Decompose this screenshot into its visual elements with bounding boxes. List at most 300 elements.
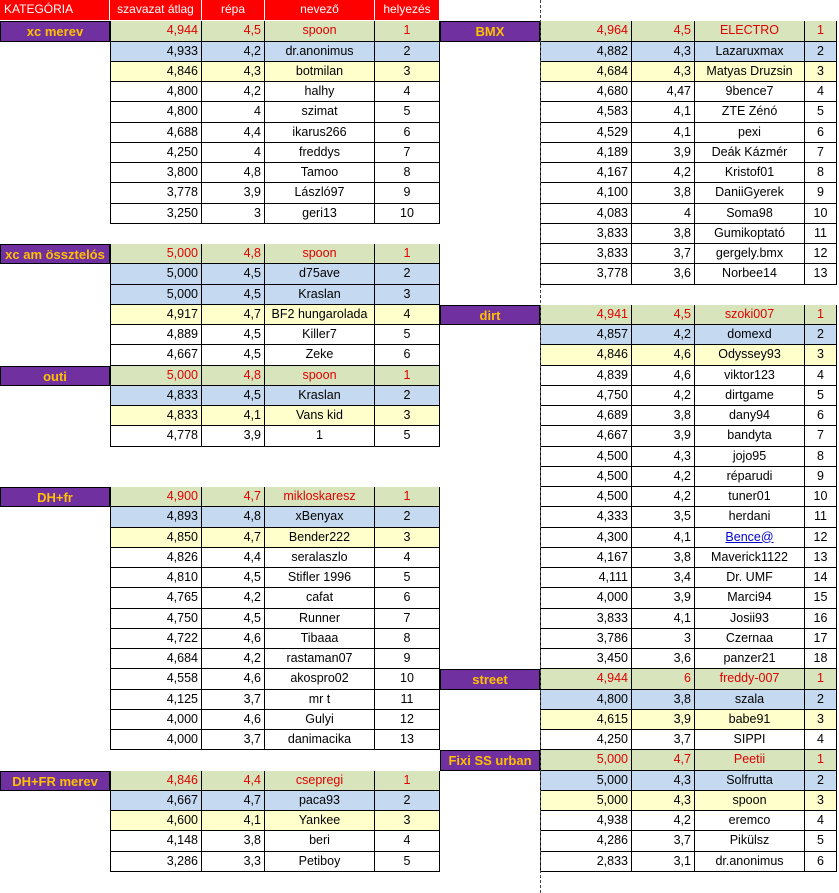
table-cell-vote-average <box>110 507 202 527</box>
contestant-name: spoon <box>732 792 767 807</box>
table-cell-vote-average <box>110 143 202 163</box>
vote-average: 4,333 <box>596 509 628 524</box>
vote-average: 4,893 <box>166 509 198 524</box>
table-cell-rank <box>805 548 837 568</box>
table-cell-rank <box>805 426 837 446</box>
table-cell-vote-average <box>540 325 632 345</box>
vote-average: 4,882 <box>596 43 628 58</box>
table-cell-rank <box>805 710 837 730</box>
vote-average: 3,778 <box>166 185 198 200</box>
table-cell-repa-value <box>202 669 265 689</box>
table-cell-vote-average <box>110 21 202 41</box>
repa-value: 3,7 <box>243 732 261 746</box>
contestant-name: bandyta <box>727 428 772 443</box>
rank: 18 <box>813 651 828 665</box>
table-cell-repa-value <box>632 406 695 426</box>
table-cell-repa-value <box>632 264 695 284</box>
rank: 14 <box>813 570 828 584</box>
table-cell-repa-value <box>202 852 265 872</box>
table-cell-repa-value <box>202 588 265 608</box>
table-cell-rank <box>375 325 440 345</box>
table-cell-contestant-name <box>695 568 805 588</box>
table-cell-contestant-name <box>265 831 375 851</box>
table-cell-repa-value <box>632 204 695 224</box>
table-cell-repa-value <box>632 750 695 770</box>
table-cell-contestant-name <box>265 325 375 345</box>
table-cell-vote-average <box>110 649 202 669</box>
repa-value: 4,3 <box>673 43 691 58</box>
table-cell-rank <box>375 386 440 406</box>
table-cell-vote-average <box>540 143 632 163</box>
table-cell-rank <box>375 204 440 224</box>
vote-average: 4,800 <box>596 691 628 706</box>
contestant-name: Peetii <box>733 752 766 767</box>
rank: 9 <box>817 468 824 483</box>
category-bmx: BMX <box>440 21 540 41</box>
header-repa: répa <box>202 0 265 20</box>
repa-value: 4,2 <box>673 813 691 827</box>
rank: 11 <box>400 691 414 706</box>
table-cell-vote-average <box>540 62 632 82</box>
contestant-name: Norbee14 <box>722 266 777 281</box>
repa-value: 4 <box>254 144 261 159</box>
table-cell-contestant-name <box>695 62 805 82</box>
contestant-name: 9bence7 <box>725 84 774 98</box>
repa-value: 4,1 <box>243 813 261 827</box>
vote-average: 4,529 <box>596 124 628 139</box>
table-cell-rank <box>805 62 837 82</box>
table-cell-repa-value <box>632 649 695 669</box>
repa-value: 4,5 <box>243 610 261 625</box>
table-cell-rank <box>805 629 837 649</box>
rank: 4 <box>403 84 411 98</box>
table-cell-vote-average <box>540 183 632 203</box>
table-cell-rank <box>805 467 837 487</box>
table-cell-rank <box>805 264 837 284</box>
repa-value: 4,7 <box>673 752 691 767</box>
table-cell-rank <box>805 649 837 669</box>
rank: 6 <box>403 590 411 605</box>
contestant-name: Stifler 1996 <box>287 570 352 584</box>
table-cell-repa-value <box>202 548 265 568</box>
table-cell-contestant-name <box>265 406 375 426</box>
vote-average: 4,148 <box>166 833 198 848</box>
repa-value: 3,3 <box>243 853 261 868</box>
rank: 4 <box>817 367 824 382</box>
rank: 1 <box>403 772 411 787</box>
table-cell-rank <box>375 629 440 649</box>
table-cell-vote-average <box>540 507 632 527</box>
table-cell-vote-average <box>540 406 632 426</box>
rank: 2 <box>403 387 411 402</box>
header-helyezes: helyezés <box>375 0 440 20</box>
table-cell-vote-average <box>540 548 632 568</box>
table-cell-repa-value <box>632 507 695 527</box>
repa-value: 4,1 <box>673 104 691 119</box>
table-cell-rank <box>805 507 837 527</box>
contestant-name: Matyas Druzsin <box>706 63 793 78</box>
repa-value: 3,9 <box>673 144 691 159</box>
contestant-name: rastaman07 <box>286 651 353 665</box>
rank: 12 <box>813 246 828 260</box>
table-cell-rank <box>805 811 837 831</box>
repa-value: 3,1 <box>673 853 691 868</box>
table-cell-rank <box>805 588 837 608</box>
table-cell-vote-average <box>110 528 202 548</box>
table-cell-rank <box>805 750 837 770</box>
rank: 1 <box>817 306 824 321</box>
table-cell-contestant-name <box>265 690 375 710</box>
contestant-name: jojo95 <box>732 448 767 463</box>
vote-average: 4,810 <box>166 570 198 584</box>
table-cell-vote-average <box>110 123 202 143</box>
table-cell-rank <box>805 244 837 264</box>
table-cell-repa-value <box>202 528 265 548</box>
contestant-name: szoki007 <box>724 306 775 321</box>
vote-average: 4,189 <box>596 144 628 159</box>
rank: 3 <box>403 286 411 301</box>
table-cell-contestant-name <box>265 285 375 305</box>
table-cell-contestant-name <box>695 143 805 163</box>
table-cell-repa-value <box>202 831 265 851</box>
table-cell-contestant-name <box>265 21 375 41</box>
table-cell-contestant-name <box>695 366 805 386</box>
category-dh-fr-merev: DH+FR merev <box>0 771 110 791</box>
contestant-name[interactable]: Bence@ <box>725 529 774 544</box>
table-cell-repa-value <box>202 710 265 730</box>
table-cell-rank <box>805 669 837 689</box>
rank: 1 <box>817 752 824 767</box>
contestant-name: Solfrutta <box>726 772 773 787</box>
vote-average: 5,000 <box>596 752 628 767</box>
contestant-name: beri <box>309 833 330 848</box>
header-atlag: szavazat átlag <box>110 0 202 20</box>
rank: 2 <box>403 43 411 58</box>
repa-value: 4,2 <box>243 651 261 665</box>
contestant-name: Vans kid <box>295 408 343 422</box>
table-cell-repa-value <box>202 163 265 183</box>
table-cell-contestant-name <box>695 771 805 791</box>
table-cell-contestant-name <box>265 305 375 325</box>
vote-average: 4,500 <box>596 448 628 463</box>
table-cell-contestant-name <box>265 710 375 730</box>
contestant-name: domexd <box>727 327 772 341</box>
rank: 6 <box>403 124 411 139</box>
vote-average: 4,250 <box>596 732 628 746</box>
table-cell-repa-value <box>202 568 265 588</box>
table-cell-rank <box>805 224 837 244</box>
table-cell-contestant-name <box>695 588 805 608</box>
category-xc-am: xc am össztelós <box>0 244 110 264</box>
vote-average: 4,667 <box>166 792 198 807</box>
repa-value: 4,47 <box>666 84 691 98</box>
contestant-name: dany94 <box>728 408 770 422</box>
category-outi: outi <box>0 366 110 386</box>
table-cell-rank <box>375 710 440 730</box>
contestant-name: Soma98 <box>726 205 773 220</box>
contestant-name: Killer7 <box>302 327 337 341</box>
rank: 2 <box>817 772 824 787</box>
header-nevezo: nevező <box>265 0 375 20</box>
contestant-name: Tibaaa <box>300 630 339 645</box>
rank: 6 <box>817 124 824 139</box>
repa-value: 3,8 <box>673 225 691 240</box>
table-cell-contestant-name <box>695 852 805 872</box>
table-cell-repa-value <box>632 791 695 811</box>
table-cell-vote-average <box>110 163 202 183</box>
table-cell-rank <box>375 528 440 548</box>
table-cell-repa-value <box>202 609 265 629</box>
table-cell-contestant-name <box>265 649 375 669</box>
table-cell-repa-value <box>202 123 265 143</box>
table-cell-contestant-name <box>265 163 375 183</box>
vote-average: 4,826 <box>166 549 198 564</box>
table-cell-rank <box>805 163 837 183</box>
contestant-name: paca93 <box>298 792 340 807</box>
contestant-name: ZTE Zénó <box>721 104 778 119</box>
table-cell-contestant-name <box>265 366 375 386</box>
table-cell-rank <box>805 123 837 143</box>
table-cell-rank <box>375 143 440 163</box>
contestant-name: Zeke <box>305 347 334 362</box>
rank: 9 <box>403 185 411 200</box>
page-break-line <box>540 0 541 893</box>
vote-average: 4,833 <box>166 408 198 422</box>
repa-value: 4 <box>684 205 691 220</box>
table-cell-vote-average <box>540 163 632 183</box>
repa-value: 4,2 <box>673 489 691 503</box>
table-cell-repa-value <box>632 143 695 163</box>
rank: 5 <box>403 853 411 868</box>
vote-average: 4,583 <box>596 104 628 119</box>
table-cell-vote-average <box>540 831 632 851</box>
contestant-name: csepregi <box>295 772 344 787</box>
table-cell-rank <box>375 831 440 851</box>
table-cell-vote-average <box>110 588 202 608</box>
repa-value: 4,5 <box>243 347 261 362</box>
table-cell-rank <box>375 345 440 365</box>
rank: 5 <box>817 104 824 119</box>
table-cell-rank <box>805 204 837 224</box>
table-cell-rank <box>805 791 837 811</box>
contestant-name: spoon <box>302 23 337 38</box>
table-cell-repa-value <box>632 467 695 487</box>
table-cell-repa-value <box>632 447 695 467</box>
rank: 6 <box>817 408 824 422</box>
vote-average: 5,000 <box>596 772 628 787</box>
table-cell-repa-value <box>202 406 265 426</box>
table-cell-vote-average <box>540 204 632 224</box>
table-cell-vote-average <box>540 609 632 629</box>
table-cell-vote-average <box>110 183 202 203</box>
table-cell-repa-value <box>202 487 265 507</box>
table-cell-rank <box>805 852 837 872</box>
repa-value: 4,5 <box>243 387 261 402</box>
table-cell-rank <box>805 447 837 467</box>
repa-value: 4,8 <box>243 367 261 382</box>
table-cell-vote-average <box>540 21 632 41</box>
contestant-name: réparudi <box>726 468 773 483</box>
table-cell-vote-average <box>110 791 202 811</box>
table-cell-rank <box>375 406 440 426</box>
table-cell-repa-value <box>202 426 265 446</box>
table-cell-repa-value <box>202 204 265 224</box>
table-cell-contestant-name <box>695 690 805 710</box>
table-cell-repa-value <box>202 102 265 122</box>
table-cell-repa-value <box>632 690 695 710</box>
repa-value: 4,4 <box>243 549 261 564</box>
vote-average: 4,500 <box>596 489 628 503</box>
rank: 9 <box>403 651 411 665</box>
vote-average: 4,300 <box>596 529 628 544</box>
vote-average: 4,944 <box>596 671 628 686</box>
table-cell-contestant-name <box>265 568 375 588</box>
repa-value: 4,2 <box>243 590 261 605</box>
table-cell-vote-average <box>540 102 632 122</box>
table-cell-contestant-name <box>695 669 805 689</box>
rank: 2 <box>817 691 824 706</box>
table-cell-rank <box>375 366 440 386</box>
table-cell-rank <box>375 285 440 305</box>
vote-average: 4,839 <box>596 367 628 382</box>
table-cell-vote-average <box>540 669 632 689</box>
contestant-name: viktor123 <box>724 367 775 382</box>
table-cell-rank <box>375 21 440 41</box>
vote-average: 3,286 <box>166 853 198 868</box>
table-cell-repa-value <box>632 852 695 872</box>
table-cell-vote-average <box>540 568 632 588</box>
vote-average: 4,750 <box>596 387 628 402</box>
contestant-name: botmilan <box>295 63 344 78</box>
table-cell-rank <box>375 588 440 608</box>
repa-value: 3 <box>684 630 691 645</box>
repa-value: 4,1 <box>673 529 691 544</box>
table-cell-rank <box>375 42 440 62</box>
vote-average: 4,900 <box>166 489 198 503</box>
table-cell-repa-value <box>202 629 265 649</box>
table-cell-vote-average <box>540 264 632 284</box>
contestant-name: Gulyi <box>305 711 334 726</box>
table-cell-rank <box>805 183 837 203</box>
contestant-name: xBenyax <box>295 509 344 524</box>
table-cell-vote-average <box>110 42 202 62</box>
table-cell-contestant-name <box>695 629 805 649</box>
table-cell-contestant-name <box>265 102 375 122</box>
vote-average: 4,100 <box>596 185 628 200</box>
rank: 6 <box>817 853 824 868</box>
table-cell-contestant-name <box>265 62 375 82</box>
repa-value: 4,5 <box>243 570 261 584</box>
vote-average: 5,000 <box>166 266 198 281</box>
rank: 13 <box>400 732 414 746</box>
table-cell-rank <box>375 507 440 527</box>
rank: 12 <box>400 711 414 726</box>
table-cell-contestant-name <box>695 710 805 730</box>
table-cell-contestant-name <box>265 386 375 406</box>
table-cell-vote-average <box>540 386 632 406</box>
table-cell-vote-average <box>110 62 202 82</box>
category-fixi: Fixi SS urban <box>440 750 540 770</box>
table-cell-contestant-name <box>695 548 805 568</box>
contestant-name: Bender222 <box>288 529 351 544</box>
contestant-name: Tamoo <box>300 165 339 179</box>
table-cell-vote-average <box>110 609 202 629</box>
contestant-name: danimacika <box>287 732 352 746</box>
table-cell-vote-average <box>540 345 632 365</box>
table-cell-rank <box>375 102 440 122</box>
repa-value: 4,3 <box>243 63 261 78</box>
contestant-name: Josii93 <box>730 610 769 625</box>
vote-average: 4,558 <box>166 671 198 686</box>
table-cell-contestant-name <box>695 487 805 507</box>
vote-average: 4,857 <box>596 327 628 341</box>
table-cell-contestant-name <box>265 548 375 568</box>
rank: 1 <box>817 671 824 686</box>
vote-average: 4,850 <box>166 529 198 544</box>
table-cell-contestant-name <box>265 123 375 143</box>
table-cell-repa-value <box>632 366 695 386</box>
rank: 1 <box>403 489 411 503</box>
table-cell-vote-average <box>540 244 632 264</box>
contestant-name: Kristof01 <box>724 165 775 179</box>
category-dirt: dirt <box>440 305 540 325</box>
rank: 17 <box>813 630 828 645</box>
rank: 3 <box>817 711 824 726</box>
repa-value: 3,8 <box>673 185 691 200</box>
rank: 15 <box>813 590 828 605</box>
table-cell-rank <box>375 669 440 689</box>
repa-value: 4,3 <box>673 63 691 78</box>
table-cell-contestant-name <box>695 163 805 183</box>
table-cell-contestant-name <box>265 609 375 629</box>
category-xc-merev: xc merev <box>0 21 110 41</box>
table-cell-repa-value <box>202 345 265 365</box>
contestant-name: eremco <box>728 813 771 827</box>
repa-value: 4,2 <box>673 327 691 341</box>
table-cell-vote-average <box>110 204 202 224</box>
category-street: street <box>440 669 540 689</box>
repa-value: 4,1 <box>243 408 261 422</box>
repa-value: 3,7 <box>673 833 691 848</box>
vote-average: 5,000 <box>166 367 198 382</box>
table-cell-repa-value <box>202 690 265 710</box>
table-cell-contestant-name <box>695 42 805 62</box>
table-cell-contestant-name <box>695 507 805 527</box>
table-cell-vote-average <box>540 629 632 649</box>
table-cell-vote-average <box>110 386 202 406</box>
table-cell-contestant-name <box>265 244 375 264</box>
table-cell-vote-average <box>110 669 202 689</box>
table-cell-contestant-name <box>695 102 805 122</box>
table-cell-vote-average <box>110 366 202 386</box>
table-cell-rank <box>805 345 837 365</box>
table-cell-repa-value <box>632 730 695 750</box>
table-cell-repa-value <box>202 62 265 82</box>
table-cell-contestant-name <box>695 345 805 365</box>
table-cell-contestant-name <box>695 447 805 467</box>
table-cell-vote-average <box>540 791 632 811</box>
table-cell-repa-value <box>202 82 265 102</box>
repa-value: 3,7 <box>673 246 691 260</box>
vote-average: 4,917 <box>166 306 198 321</box>
rank: 8 <box>403 630 411 645</box>
table-cell-vote-average <box>540 730 632 750</box>
table-cell-rank <box>805 690 837 710</box>
rank: 2 <box>403 792 411 807</box>
rank: 10 <box>400 205 414 220</box>
table-cell-rank <box>375 264 440 284</box>
vote-average: 4,778 <box>166 428 198 443</box>
